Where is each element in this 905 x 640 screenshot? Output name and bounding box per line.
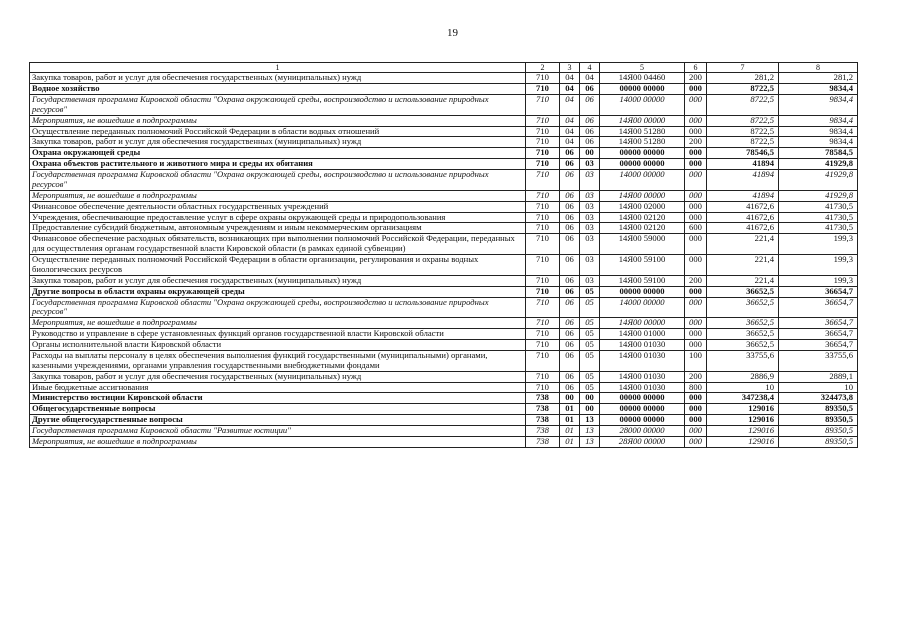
row-admin-code: 710: [526, 297, 560, 318]
row-expense-type: 000: [685, 126, 707, 137]
table-row: [30, 94, 858, 115]
row-amount-year-2: 36654,7: [779, 286, 858, 297]
column-header: 5: [600, 63, 685, 73]
row-target-article: 14Я00 02120: [600, 212, 685, 223]
row-amount-year-2: 199,3: [779, 275, 858, 286]
row-name: Финансовое обеспечение расходных обязательств, возникающих при выполнении полномочий Российской Федерации, переданных для осуществления органам государственной власти Кировской области (в рамках единой субвенции): [30, 234, 526, 255]
budget-table: [29, 62, 858, 448]
row-amount-year-2: 281,2: [779, 73, 858, 84]
row-admin-code: 710: [526, 382, 560, 393]
row-subsection: 04: [580, 73, 600, 84]
row-name: Учреждения, обеспечивающие предоставление услуг в сфере охраны окружающей среды и природопользования: [30, 212, 526, 223]
table-row: [30, 159, 858, 170]
row-amount-year-1: 41894: [707, 170, 779, 191]
row-amount-year-2: 9834,4: [779, 84, 858, 95]
page-number: 19: [447, 27, 458, 39]
row-subsection: 05: [580, 350, 600, 371]
row-name: Государственная программа Кировской области "Охрана окружающей среды, воспроизводство и использование природных ресурсов": [30, 297, 526, 318]
row-name: Общегосударственные вопросы: [30, 404, 526, 415]
row-admin-code: 710: [526, 234, 560, 255]
row-target-article: 14Я00 04460: [600, 73, 685, 84]
row-amount-year-2: 9834,4: [779, 115, 858, 126]
row-target-article: 14Я00 01000: [600, 329, 685, 340]
row-target-article: 28000 00000: [600, 426, 685, 437]
row-subsection: 03: [580, 159, 600, 170]
row-admin-code: 710: [526, 275, 560, 286]
row-target-article: 14Я00 51280: [600, 126, 685, 137]
header-row: [30, 63, 858, 73]
row-target-article: 00000 00000: [600, 286, 685, 297]
row-name: Мероприятия, не вошедшие в подпрограммы: [30, 436, 526, 447]
row-section: 01: [560, 404, 580, 415]
row-admin-code: 710: [526, 170, 560, 191]
row-amount-year-1: 281,2: [707, 73, 779, 84]
row-subsection: 05: [580, 286, 600, 297]
table-row: [30, 318, 858, 329]
row-admin-code: 738: [526, 415, 560, 426]
row-admin-code: 738: [526, 404, 560, 415]
row-amount-year-2: 199,3: [779, 234, 858, 255]
row-section: 01: [560, 426, 580, 437]
row-name: Руководство и управление в сфере установленных функций органов государственной власти Кировской области: [30, 329, 526, 340]
row-amount-year-2: 324473,8: [779, 393, 858, 404]
row-expense-type: 000: [685, 393, 707, 404]
row-target-article: 00000 00000: [600, 415, 685, 426]
row-target-article: 14Я00 00000: [600, 190, 685, 201]
row-amount-year-2: 2889,1: [779, 371, 858, 382]
row-amount-year-1: 36652,5: [707, 318, 779, 329]
table-row: [30, 340, 858, 351]
row-amount-year-2: 36654,7: [779, 340, 858, 351]
row-section: 06: [560, 255, 580, 276]
column-header: 8: [779, 63, 858, 73]
row-amount-year-1: 221,4: [707, 275, 779, 286]
row-admin-code: 710: [526, 84, 560, 95]
row-expense-type: 000: [685, 436, 707, 447]
table-row: [30, 212, 858, 223]
table-row: [30, 126, 858, 137]
row-name: Министерство юстиции Кировской области: [30, 393, 526, 404]
row-admin-code: 738: [526, 393, 560, 404]
row-expense-type: 100: [685, 350, 707, 371]
row-name: Финансовое обеспечение деятельности областных государственных учреждений: [30, 201, 526, 212]
row-target-article: 00000 00000: [600, 159, 685, 170]
table-row: [30, 170, 858, 191]
row-section: 01: [560, 436, 580, 447]
row-target-article: 00000 00000: [600, 84, 685, 95]
row-subsection: 03: [580, 255, 600, 276]
row-admin-code: 710: [526, 201, 560, 212]
row-name: Мероприятия, не вошедшие в подпрограммы: [30, 318, 526, 329]
row-section: 06: [560, 212, 580, 223]
row-amount-year-1: 8722,5: [707, 94, 779, 115]
table-row: [30, 255, 858, 276]
row-subsection: 06: [580, 94, 600, 115]
row-amount-year-1: 129016: [707, 436, 779, 447]
row-expense-type: 000: [685, 340, 707, 351]
row-name: Мероприятия, не вошедшие в подпрограммы: [30, 190, 526, 201]
row-admin-code: 710: [526, 223, 560, 234]
row-section: 04: [560, 137, 580, 148]
column-header: 3: [560, 63, 580, 73]
row-name: Другие вопросы в области охраны окружающей среды: [30, 286, 526, 297]
row-amount-year-1: 41894: [707, 190, 779, 201]
row-section: 06: [560, 159, 580, 170]
row-section: 06: [560, 234, 580, 255]
row-amount-year-2: 36654,7: [779, 329, 858, 340]
row-target-article: 14000 00000: [600, 297, 685, 318]
row-name: Водное хозяйство: [30, 84, 526, 95]
row-section: 04: [560, 115, 580, 126]
row-amount-year-1: 8722,5: [707, 84, 779, 95]
row-expense-type: 000: [685, 318, 707, 329]
table-row: [30, 137, 858, 148]
table-row: [30, 404, 858, 415]
row-subsection: 05: [580, 329, 600, 340]
row-expense-type: 800: [685, 382, 707, 393]
row-amount-year-1: 8722,5: [707, 115, 779, 126]
row-admin-code: 710: [526, 350, 560, 371]
row-amount-year-2: 36654,7: [779, 297, 858, 318]
row-amount-year-1: 347238,4: [707, 393, 779, 404]
row-subsection: 00: [580, 393, 600, 404]
row-amount-year-2: 89350,5: [779, 415, 858, 426]
row-amount-year-2: 89350,5: [779, 404, 858, 415]
row-amount-year-1: 41672,6: [707, 201, 779, 212]
row-expense-type: 000: [685, 286, 707, 297]
row-admin-code: 710: [526, 190, 560, 201]
row-expense-type: 000: [685, 201, 707, 212]
row-admin-code: 738: [526, 426, 560, 437]
row-subsection: 06: [580, 84, 600, 95]
row-admin-code: 710: [526, 255, 560, 276]
row-target-article: 00000 00000: [600, 404, 685, 415]
row-target-article: 14Я00 01030: [600, 350, 685, 371]
table-row: [30, 84, 858, 95]
row-section: 06: [560, 190, 580, 201]
row-expense-type: 000: [685, 190, 707, 201]
row-section: 06: [560, 286, 580, 297]
column-header: 1: [30, 63, 526, 73]
row-subsection: 03: [580, 190, 600, 201]
row-expense-type: 600: [685, 223, 707, 234]
row-target-article: 14Я00 01030: [600, 371, 685, 382]
row-name: Государственная программа Кировской области "Охрана окружающей среды, воспроизводство и использование природных ресурсов": [30, 94, 526, 115]
row-expense-type: 000: [685, 255, 707, 276]
row-name: Закупка товаров, работ и услуг для обеспечения государственных (муниципальных) нужд: [30, 73, 526, 84]
row-amount-year-1: 129016: [707, 426, 779, 437]
row-target-article: 28Я00 00000: [600, 436, 685, 447]
row-section: 04: [560, 126, 580, 137]
row-subsection: 06: [580, 115, 600, 126]
row-section: 06: [560, 170, 580, 191]
row-target-article: 14Я00 02120: [600, 223, 685, 234]
table-row: [30, 73, 858, 84]
row-subsection: 13: [580, 436, 600, 447]
row-expense-type: 000: [685, 404, 707, 415]
row-target-article: 14Я00 02000: [600, 201, 685, 212]
row-amount-year-2: 10: [779, 382, 858, 393]
table-row: [30, 223, 858, 234]
row-section: 06: [560, 329, 580, 340]
row-subsection: 03: [580, 170, 600, 191]
row-amount-year-2: 36654,7: [779, 318, 858, 329]
row-amount-year-2: 199,3: [779, 255, 858, 276]
table-row: [30, 190, 858, 201]
row-name: Закупка товаров, работ и услуг для обеспечения государственных (муниципальных) нужд: [30, 371, 526, 382]
row-target-article: 14Я00 01030: [600, 382, 685, 393]
row-target-article: 14Я00 59100: [600, 255, 685, 276]
row-expense-type: 000: [685, 415, 707, 426]
row-amount-year-1: 36652,5: [707, 329, 779, 340]
column-header: 4: [580, 63, 600, 73]
row-admin-code: 710: [526, 318, 560, 329]
row-admin-code: 710: [526, 94, 560, 115]
row-name: Мероприятия, не вошедшие в подпрограммы: [30, 115, 526, 126]
row-section: 06: [560, 382, 580, 393]
row-expense-type: 000: [685, 329, 707, 340]
row-amount-year-1: 10: [707, 382, 779, 393]
table-row: [30, 297, 858, 318]
table-row: [30, 393, 858, 404]
row-amount-year-2: 89350,5: [779, 426, 858, 437]
row-expense-type: 200: [685, 73, 707, 84]
row-section: 06: [560, 201, 580, 212]
row-target-article: 00000 00000: [600, 148, 685, 159]
row-subsection: 00: [580, 148, 600, 159]
row-admin-code: 710: [526, 126, 560, 137]
row-admin-code: 738: [526, 436, 560, 447]
row-name: Государственная программа Кировской области "Охрана окружающей среды, воспроизводство и использование природных ресурсов": [30, 170, 526, 191]
row-admin-code: 710: [526, 212, 560, 223]
row-admin-code: 710: [526, 115, 560, 126]
row-expense-type: 000: [685, 115, 707, 126]
row-amount-year-1: 129016: [707, 415, 779, 426]
row-admin-code: 710: [526, 371, 560, 382]
row-amount-year-1: 41894: [707, 159, 779, 170]
row-amount-year-2: 9834,4: [779, 137, 858, 148]
row-section: 04: [560, 73, 580, 84]
row-expense-type: 000: [685, 297, 707, 318]
row-name: Закупка товаров, работ и услуг для обеспечения государственных (муниципальных) нужд: [30, 275, 526, 286]
row-name: Органы исполнительной власти Кировской области: [30, 340, 526, 351]
row-target-article: 14Я00 51280: [600, 137, 685, 148]
table-row: [30, 275, 858, 286]
row-amount-year-1: 33755,6: [707, 350, 779, 371]
table-row: [30, 234, 858, 255]
row-subsection: 06: [580, 126, 600, 137]
row-target-article: 14Я00 00000: [600, 318, 685, 329]
row-target-article: 14000 00000: [600, 94, 685, 115]
table-row: [30, 436, 858, 447]
row-amount-year-2: 41929,8: [779, 170, 858, 191]
column-header: 2: [526, 63, 560, 73]
table-body: [30, 73, 858, 448]
row-name: Охрана объектов растительного и животного мира и среды их обитания: [30, 159, 526, 170]
row-expense-type: 000: [685, 159, 707, 170]
table-row: [30, 148, 858, 159]
row-section: 06: [560, 275, 580, 286]
row-expense-type: 000: [685, 212, 707, 223]
row-subsection: 03: [580, 201, 600, 212]
row-name: Государственная программа Кировской области "Развитие юстиции": [30, 426, 526, 437]
row-name: Иные бюджетные ассигнования: [30, 382, 526, 393]
row-admin-code: 710: [526, 137, 560, 148]
row-section: 01: [560, 415, 580, 426]
row-amount-year-1: 78546,5: [707, 148, 779, 159]
table-row: [30, 115, 858, 126]
row-amount-year-2: 33755,6: [779, 350, 858, 371]
row-admin-code: 710: [526, 329, 560, 340]
table-row: [30, 286, 858, 297]
row-name: Другие общегосударственные вопросы: [30, 415, 526, 426]
column-header: 7: [707, 63, 779, 73]
row-target-article: 14Я00 01030: [600, 340, 685, 351]
row-amount-year-1: 2886,9: [707, 371, 779, 382]
table-row: [30, 201, 858, 212]
row-subsection: 05: [580, 297, 600, 318]
row-amount-year-2: 41730,5: [779, 212, 858, 223]
row-section: 04: [560, 94, 580, 115]
row-expense-type: 000: [685, 234, 707, 255]
row-expense-type: 200: [685, 137, 707, 148]
row-subsection: 03: [580, 234, 600, 255]
row-section: 06: [560, 371, 580, 382]
row-section: 06: [560, 350, 580, 371]
row-name: Предоставление субсидий бюджетным, автономным учреждениям и иным некоммерческим организациям: [30, 223, 526, 234]
row-amount-year-2: 41929,8: [779, 159, 858, 170]
row-subsection: 13: [580, 426, 600, 437]
row-subsection: 05: [580, 340, 600, 351]
row-amount-year-1: 41672,6: [707, 212, 779, 223]
row-section: 06: [560, 297, 580, 318]
row-subsection: 05: [580, 382, 600, 393]
row-section: 06: [560, 318, 580, 329]
row-admin-code: 710: [526, 73, 560, 84]
row-section: 04: [560, 84, 580, 95]
row-target-article: 14Я00 00000: [600, 115, 685, 126]
row-amount-year-1: 129016: [707, 404, 779, 415]
row-subsection: 00: [580, 404, 600, 415]
row-amount-year-2: 41929,8: [779, 190, 858, 201]
row-expense-type: 000: [685, 148, 707, 159]
row-section: 06: [560, 340, 580, 351]
row-amount-year-1: 221,4: [707, 234, 779, 255]
table-row: [30, 371, 858, 382]
row-name: Охрана окружающей среды: [30, 148, 526, 159]
row-target-article: 14000 00000: [600, 170, 685, 191]
row-amount-year-1: 36652,5: [707, 297, 779, 318]
row-section: 06: [560, 223, 580, 234]
row-amount-year-2: 9834,4: [779, 126, 858, 137]
row-amount-year-1: 8722,5: [707, 137, 779, 148]
row-admin-code: 710: [526, 340, 560, 351]
row-admin-code: 710: [526, 148, 560, 159]
row-amount-year-2: 41730,5: [779, 201, 858, 212]
row-amount-year-2: 78584,5: [779, 148, 858, 159]
row-amount-year-1: 8722,5: [707, 126, 779, 137]
table-row: [30, 329, 858, 340]
row-admin-code: 710: [526, 286, 560, 297]
table-row: [30, 350, 858, 371]
row-amount-year-2: 89350,5: [779, 436, 858, 447]
row-section: 06: [560, 148, 580, 159]
row-name: Осуществление переданных полномочий Российской Федерации в области организации, регулирования и охраны водных биологических ресурсов: [30, 255, 526, 276]
row-target-article: 14Я00 59100: [600, 275, 685, 286]
table-row: [30, 382, 858, 393]
row-subsection: 03: [580, 212, 600, 223]
row-expense-type: 000: [685, 170, 707, 191]
row-subsection: 06: [580, 137, 600, 148]
row-expense-type: 000: [685, 84, 707, 95]
row-expense-type: 000: [685, 94, 707, 115]
row-section: 00: [560, 393, 580, 404]
row-name: Расходы на выплаты персоналу в целях обеспечения выполнения функций государственными (муниципальными) органами, казенными учреждениями, органами управления государственными внебюджетными фондами: [30, 350, 526, 371]
row-expense-type: 000: [685, 426, 707, 437]
row-amount-year-1: 221,4: [707, 255, 779, 276]
row-target-article: 00000 00000: [600, 393, 685, 404]
row-name: Осуществление переданных полномочий Российской Федерации в области водных отношений: [30, 126, 526, 137]
row-amount-year-1: 36652,5: [707, 286, 779, 297]
row-subsection: 13: [580, 415, 600, 426]
row-admin-code: 710: [526, 159, 560, 170]
row-amount-year-2: 41730,5: [779, 223, 858, 234]
row-name: Закупка товаров, работ и услуг для обеспечения государственных (муниципальных) нужд: [30, 137, 526, 148]
row-amount-year-2: 9834,4: [779, 94, 858, 115]
row-subsection: 05: [580, 371, 600, 382]
row-amount-year-1: 36652,5: [707, 340, 779, 351]
row-expense-type: 200: [685, 371, 707, 382]
row-subsection: 05: [580, 318, 600, 329]
row-target-article: 14Я00 59000: [600, 234, 685, 255]
column-header: 6: [685, 63, 707, 73]
row-expense-type: 200: [685, 275, 707, 286]
row-amount-year-1: 41672,6: [707, 223, 779, 234]
table-row: [30, 426, 858, 437]
table-row: [30, 415, 858, 426]
row-subsection: 03: [580, 275, 600, 286]
row-subsection: 03: [580, 223, 600, 234]
